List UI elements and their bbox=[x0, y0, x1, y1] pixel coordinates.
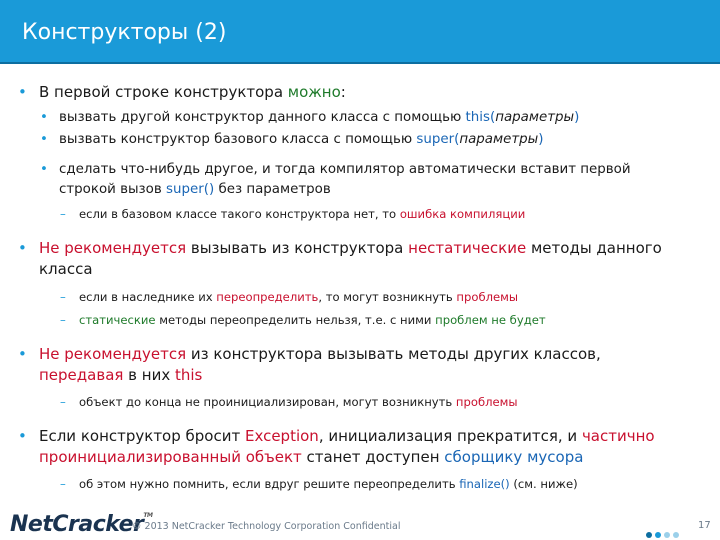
sub-sub-bullet-text: если в базовом классе такого конструктора нет, то ошибка компиляции bbox=[79, 207, 526, 221]
dash-icon: – bbox=[60, 313, 66, 327]
slide-nav-dots bbox=[646, 523, 682, 540]
netcracker-logo: NetCracker™ bbox=[10, 512, 153, 537]
bullet-text: Не рекомендуется из конструктора вызывать методы других классов, передавая в них this bbox=[39, 345, 601, 384]
bullet-icon: • bbox=[40, 162, 48, 177]
sub-sub-bullet-text: об этом нужно помнить, если вдруг решите переопределить finalize() (см. ниже) bbox=[79, 477, 578, 491]
dash-icon: – bbox=[60, 290, 66, 304]
bullet-icon: • bbox=[18, 427, 27, 445]
nav-dot bbox=[673, 532, 679, 538]
copyright-text: © 2013 NetCracker Technology Corporation Confidential bbox=[132, 521, 401, 532]
dash-icon: – bbox=[60, 207, 66, 221]
sub-sub-bullet-text: статические методы переопределить нельзя, т.е. с ними проблем не будет bbox=[79, 313, 546, 327]
title-underline bbox=[0, 62, 720, 64]
page-number: 17 bbox=[698, 520, 711, 531]
bullet-text: Не рекомендуется вызывать из конструктора нестатические методы данного класса bbox=[39, 239, 662, 278]
bullet-icon: • bbox=[18, 239, 27, 257]
sub-bullet-text: вызвать другой конструктор данного класса с помощью this(параметры) bbox=[59, 110, 580, 125]
nav-dot bbox=[655, 532, 661, 538]
sub-sub-bullet-text: объект до конца не проинициализирован, могут возникнуть проблемы bbox=[79, 395, 518, 409]
bullet-text: Если конструктор бросит Exception, инициализация прекратится, и частично проинициализированный объект станет доступен сборщику мусора bbox=[39, 427, 655, 466]
bullet-text: В первой строке конструктора можно: bbox=[39, 83, 346, 101]
bullet-icon: • bbox=[18, 345, 27, 363]
bullet-icon: • bbox=[18, 83, 27, 101]
slide-footer bbox=[0, 508, 720, 540]
sub-bullet-text: вызвать конструктор базового класса с помощью super(параметры) bbox=[59, 132, 544, 147]
slide-title: Конструкторы (2) bbox=[22, 20, 227, 45]
dash-icon: – bbox=[60, 477, 66, 491]
dash-icon: – bbox=[60, 395, 66, 409]
nav-dot bbox=[664, 532, 670, 538]
bullet-icon: • bbox=[40, 110, 48, 125]
title-bar bbox=[0, 0, 720, 62]
bullet-icon: • bbox=[40, 132, 48, 147]
sub-bullet-text: сделать что-нибудь другое, и тогда компилятор автоматически вставит первой строкой вызов super() без параметров bbox=[59, 162, 631, 197]
sub-sub-bullet-text: если в наследнике их переопределить, то могут возникнуть проблемы bbox=[79, 290, 519, 304]
nav-dot bbox=[646, 532, 652, 538]
